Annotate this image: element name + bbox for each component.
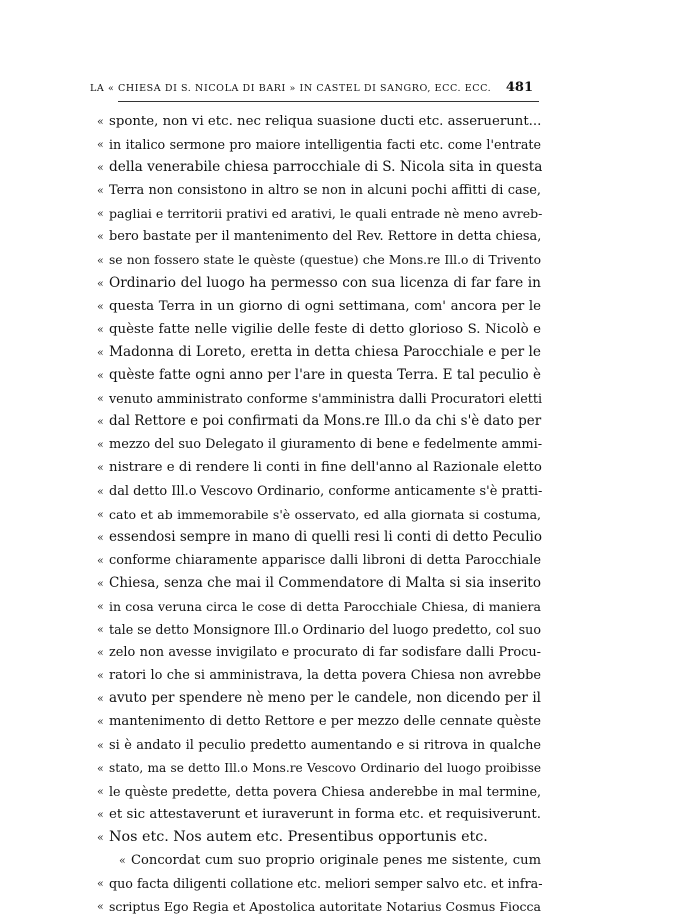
quote-mark: « (97, 877, 104, 891)
quote-mark: « (97, 761, 104, 775)
quote-mark: « (97, 807, 104, 821)
text-line: « essendosi sempre in mano di quelli resi li conti di detto Peculio (109, 526, 541, 549)
body-text (97, 110, 543, 918)
text-line: « pagliai e territorii prativi ed arativi, le quali entrade nè meno avreb- (109, 202, 541, 225)
text-line: « bero bastate per il mantenimento del Rev. Rettore in detta chiesa, (109, 225, 541, 248)
text-line: « le quèste predette, detta povera Chiesa anderebbe in mal termine, (109, 780, 541, 803)
text-line: « mantenimento di detto Rettore e per mezzo delle cennate quèste (109, 710, 541, 733)
text-line: « ratori lo che si amministrava, la detta povera Chiesa non avrebbe (109, 664, 541, 687)
quote-mark: « (97, 646, 104, 660)
text-line: « della venerabile chiesa parrocchiale di S. Nicola sita in questa (109, 156, 541, 179)
text-line: « zelo non avesse invigilato e procurato di far sodisfare dalli Procu- (109, 641, 541, 664)
text-line: « in italico sermone pro maiore intelligentia facti etc. come l'entrate (109, 133, 541, 156)
text-line: « mezzo del suo Delegato il giuramento di bene e fedelmente ammi- (109, 433, 541, 456)
quote-mark: « (97, 230, 104, 244)
text-line: « quèste fatte ogni anno per l'are in questa Terra. E tal peculio è (109, 364, 541, 387)
text-line: « scriptus Ego Regia et Apostolica autoritate Notarius Cosmus Fiocca (109, 895, 541, 918)
running-title: LA « CHIESA DI S. NICOLA DI BARI » IN CASTEL DI SANGRO, ECC. ECC. (90, 83, 492, 94)
quote-mark: « (119, 854, 126, 867)
quote-mark: « (97, 438, 104, 452)
quote-mark: « (97, 115, 104, 128)
quote-mark: « (97, 738, 104, 752)
running-header (90, 80, 533, 100)
quote-mark: « (97, 369, 104, 383)
text-line: « conforme chiaramente apparisce dalli libroni di detta Parocchiale (109, 549, 541, 572)
text-line: « sponte, non vi etc. nec reliqua suasione ducti etc. asseruerunt... (109, 110, 541, 133)
text-line: « quèste fatte nelle vigilie delle feste di detto glorioso S. Nicolò e (109, 318, 541, 341)
quote-mark: « (97, 415, 104, 429)
quote-mark: « (97, 299, 104, 313)
quote-mark: « (97, 715, 104, 729)
quote-mark: « (97, 207, 104, 221)
text-line: « tale se detto Monsignore Ill.o Ordinario del luogo predetto, col suo (109, 618, 541, 641)
text-line: « avuto per spendere nè meno per le candele, non dicendo per il (109, 687, 541, 710)
text-line: « Concordat cum suo proprio originale penes me sistente, cum (109, 849, 541, 872)
quote-mark: « (97, 830, 104, 844)
quote-mark: « (97, 461, 104, 475)
text-line: « Ordinario del luogo ha permesso con sua licenza di far fare in (109, 272, 541, 295)
quote-mark: « (97, 392, 104, 406)
quote-mark: « (97, 669, 104, 683)
quote-mark: « (97, 599, 104, 613)
quote-mark: « (97, 161, 104, 175)
quote-mark: « (97, 900, 104, 914)
text-line: « se non fossero state le quèste (questue) che Mons.re Ill.o di Trivento (109, 249, 541, 272)
text-line: « Nos etc. Nos autem etc. Presentibus opportunis etc. (109, 826, 541, 849)
quote-mark: « (97, 138, 104, 152)
text-line: « dal detto Ill.o Vescovo Ordinario, conforme anticamente s'è pratti- (109, 480, 541, 503)
text-line: « questa Terra in un giorno di ogni settimana, com' ancora per le (109, 295, 541, 318)
text-line: « si è andato il peculio predetto aumentando e si ritrova in qualche (109, 734, 541, 757)
text-line: « nistrare e di rendere li conti in fine dell'anno al Razionale eletto (109, 456, 541, 479)
text-line: « cato et ab immemorabile s'è osservato, ed alla giornata si costuma, (109, 503, 541, 526)
text-line: « Chiesa, senza che mai il Commendatore di Malta si sia inserito (109, 572, 541, 595)
quote-mark: « (97, 253, 104, 267)
quote-mark: « (97, 322, 104, 336)
text-line: « venuto amministrato conforme s'amministra dalli Procuratori eletti (109, 387, 541, 410)
quote-mark: « (97, 530, 104, 544)
text-line: « dal Rettore e poi confirmati da Mons.re Ill.o da chi s'è dato per (109, 410, 541, 433)
quote-mark: « (97, 345, 104, 359)
quote-mark: « (97, 484, 104, 498)
quote-mark: « (97, 692, 104, 706)
header-rule (118, 101, 539, 102)
quote-mark: « (97, 276, 104, 290)
quote-mark: « (97, 623, 104, 637)
text-line: « et sic attestaverunt et iuraverunt in forma etc. et requisiverunt. (109, 803, 541, 826)
text-line: « Terra non consistono in altro se non in alcuni pochi affitti di case, (109, 179, 541, 202)
quote-mark: « (97, 184, 104, 198)
text-line: « quo facta diligenti collatione etc. meliori semper salvo etc. et infra- (109, 872, 541, 895)
quote-mark: « (97, 553, 104, 567)
page-number: 481 (505, 80, 533, 95)
quote-mark: « (97, 784, 104, 798)
text-line: « Madonna di Loreto, eretta in detta chiesa Parocchiale e per le (109, 341, 541, 364)
quote-mark: « (97, 576, 104, 590)
quote-mark: « (97, 507, 104, 521)
text-line: « stato, ma se detto Ill.o Mons.re Vescovo Ordinario del luogo proibisse (109, 757, 541, 780)
text-line: « in cosa veruna circa le cose di detta Parocchiale Chiesa, di maniera (109, 595, 541, 618)
